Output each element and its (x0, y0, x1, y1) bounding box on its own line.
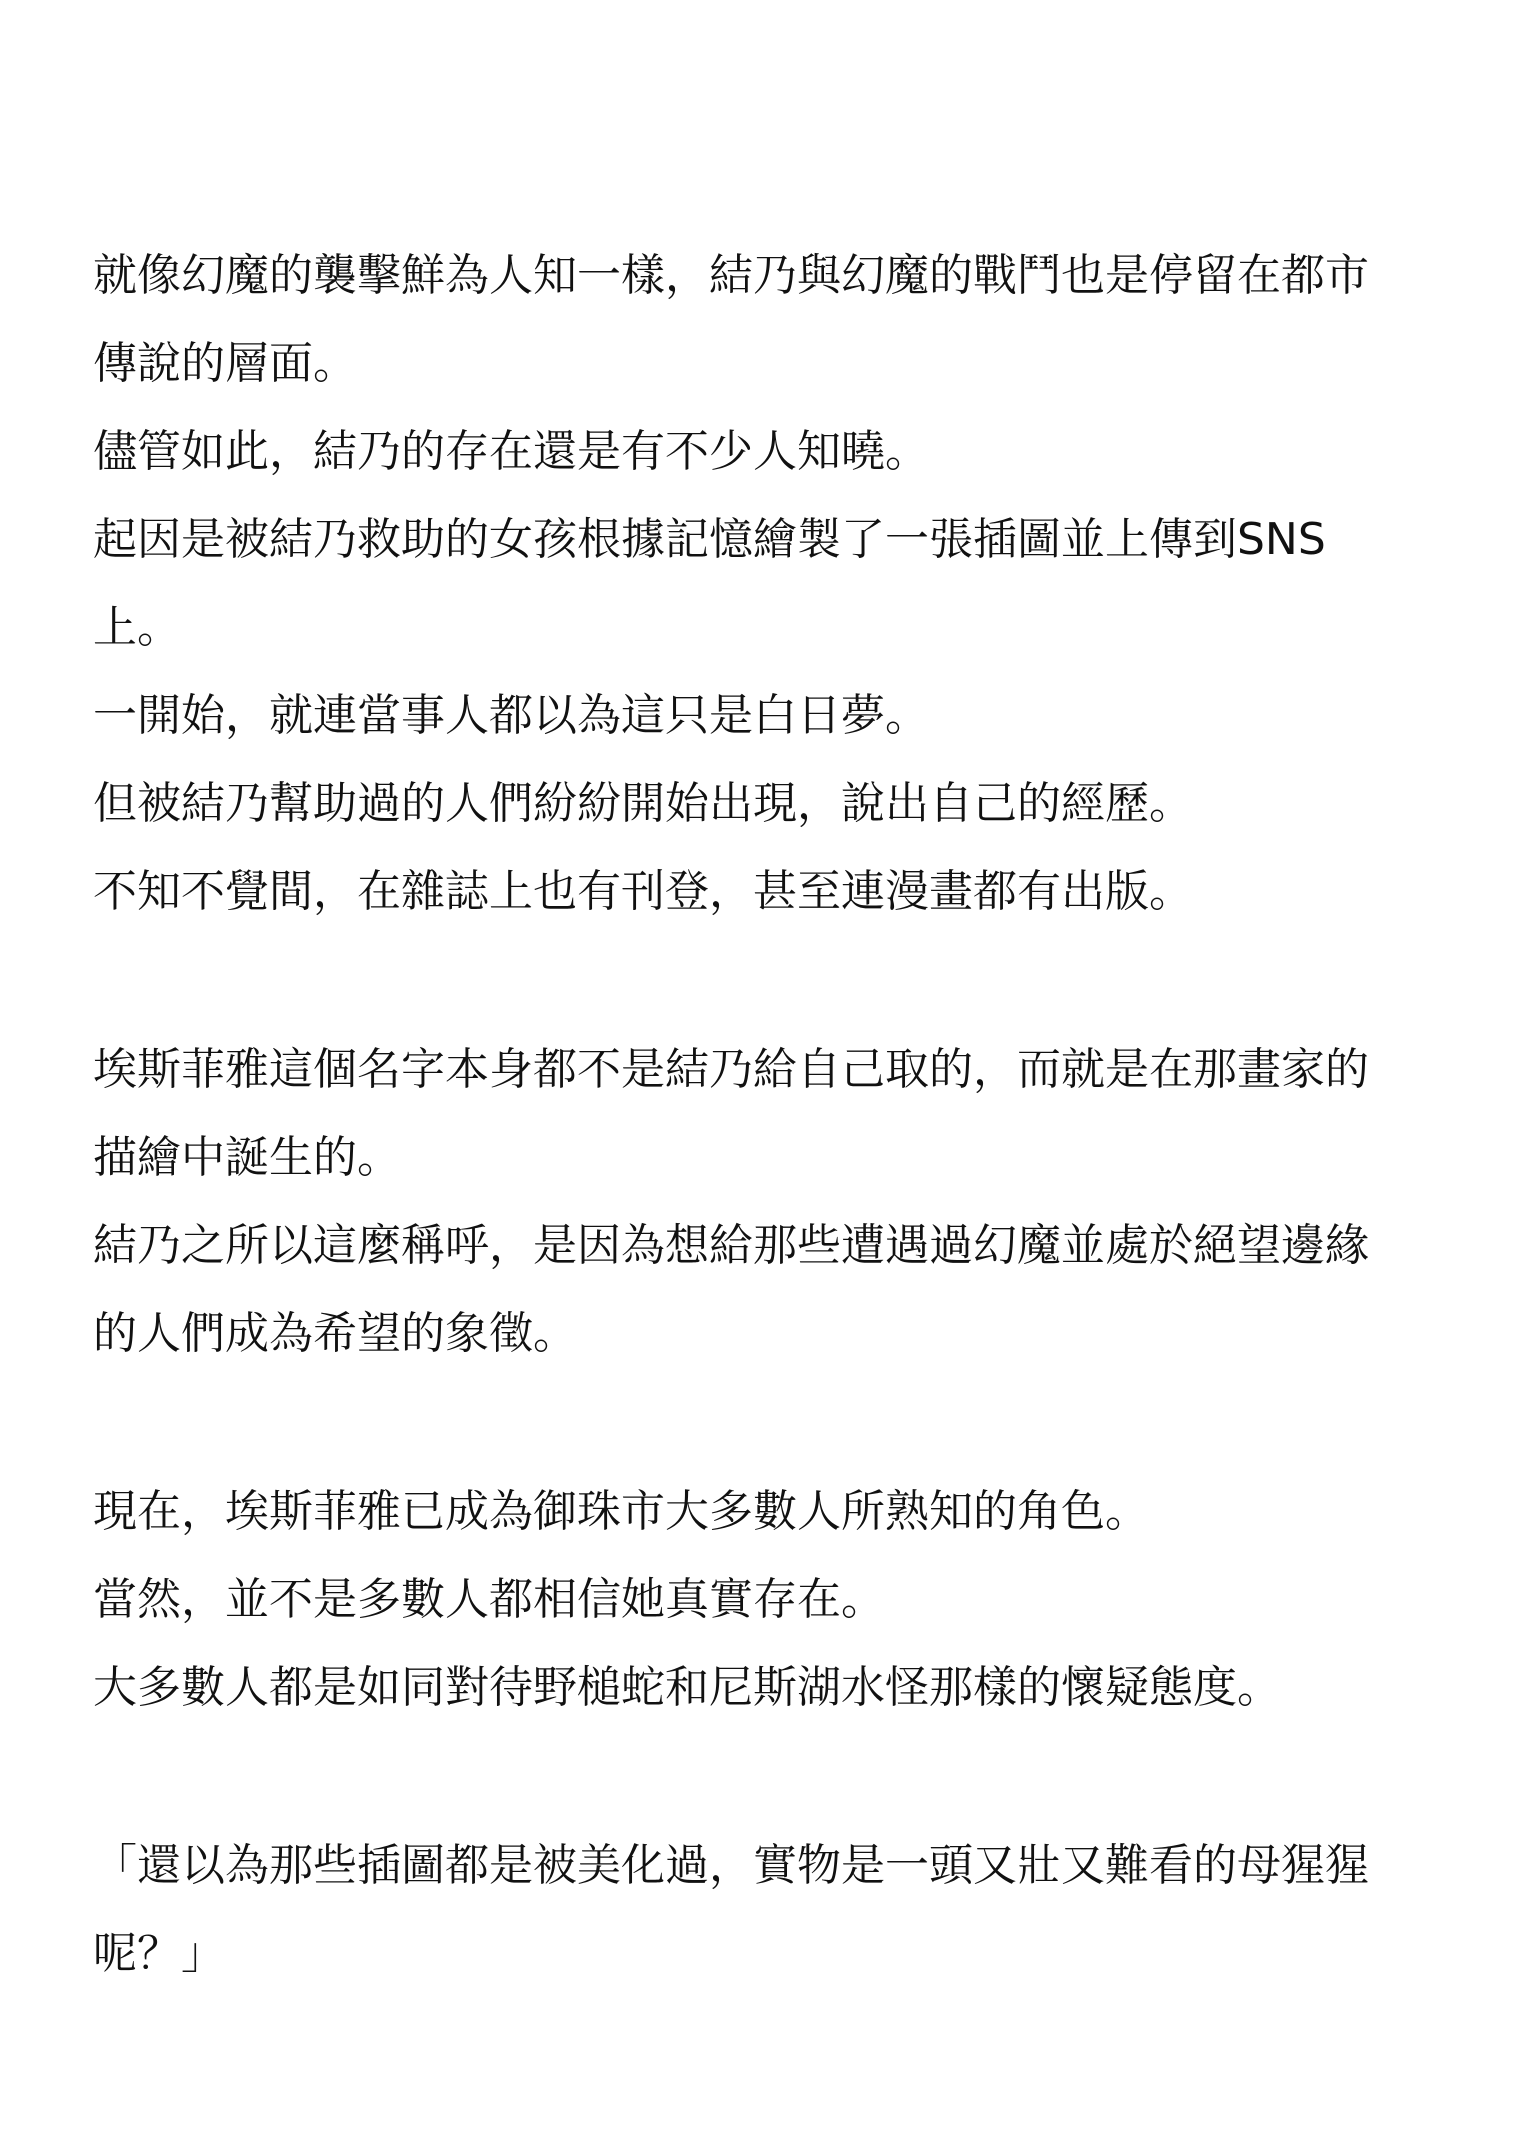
paragraph-3 (93, 1468, 1433, 1732)
text-column (93, 232, 1433, 1998)
text-line: 一開始，就連當事人都以為這只是白日夢。 (93, 690, 929, 741)
text-line: 上。 (93, 602, 181, 653)
text-line: 但被結乃幫助過的人們紛紛開始出現，說出自己的經歷。 (93, 778, 1193, 829)
paragraph-gap (93, 936, 1433, 1026)
paragraph-2 (93, 1026, 1433, 1378)
text-line: 現在，埃斯菲雅已成為御珠市大多數人所熟知的角色。 (93, 1486, 1149, 1537)
text-line: 傳說的層面。 (93, 338, 357, 389)
paragraph-gap (93, 1732, 1433, 1822)
text-line: 儘管如此，結乃的存在還是有不少人知曉。 (93, 426, 929, 477)
text-line: 當然，並不是多數人都相信她真實存在。 (93, 1574, 885, 1625)
paragraph-4 (93, 1822, 1433, 1998)
dialogue-line: 呢？」 (93, 1928, 225, 1979)
text-line: 的人們成為希望的象徵。 (93, 1308, 577, 1359)
text-line: 埃斯菲雅這個名字本身都不是結乃給自己取的，而就是在那畫家的 (93, 1044, 1369, 1095)
text-line: 結乃之所以這麼稱呼，是因為想給那些遭遇過幻魔並處於絕望邊緣 (93, 1220, 1369, 1271)
text-line: 大多數人都是如同對待野槌蛇和尼斯湖水怪那樣的懷疑態度。 (93, 1662, 1281, 1713)
dialogue-line: 「還以為那些插圖都是被美化過，實物是一頭又壯又難看的母猩猩 (93, 1840, 1369, 1891)
paragraph-1 (93, 232, 1433, 936)
paragraph-gap (93, 1378, 1433, 1468)
text-line: 就像幻魔的襲擊鮮為人知一樣，結乃與幻魔的戰鬥也是停留在都市 (93, 250, 1369, 301)
text-line: 不知不覺間，在雜誌上也有刊登，甚至連漫畫都有出版。 (93, 866, 1193, 917)
text-line: 描繪中誕生的。 (93, 1132, 401, 1183)
text-line: 起因是被結乃救助的女孩根據記憶繪製了一張插圖並上傳到SNS (93, 514, 1326, 565)
